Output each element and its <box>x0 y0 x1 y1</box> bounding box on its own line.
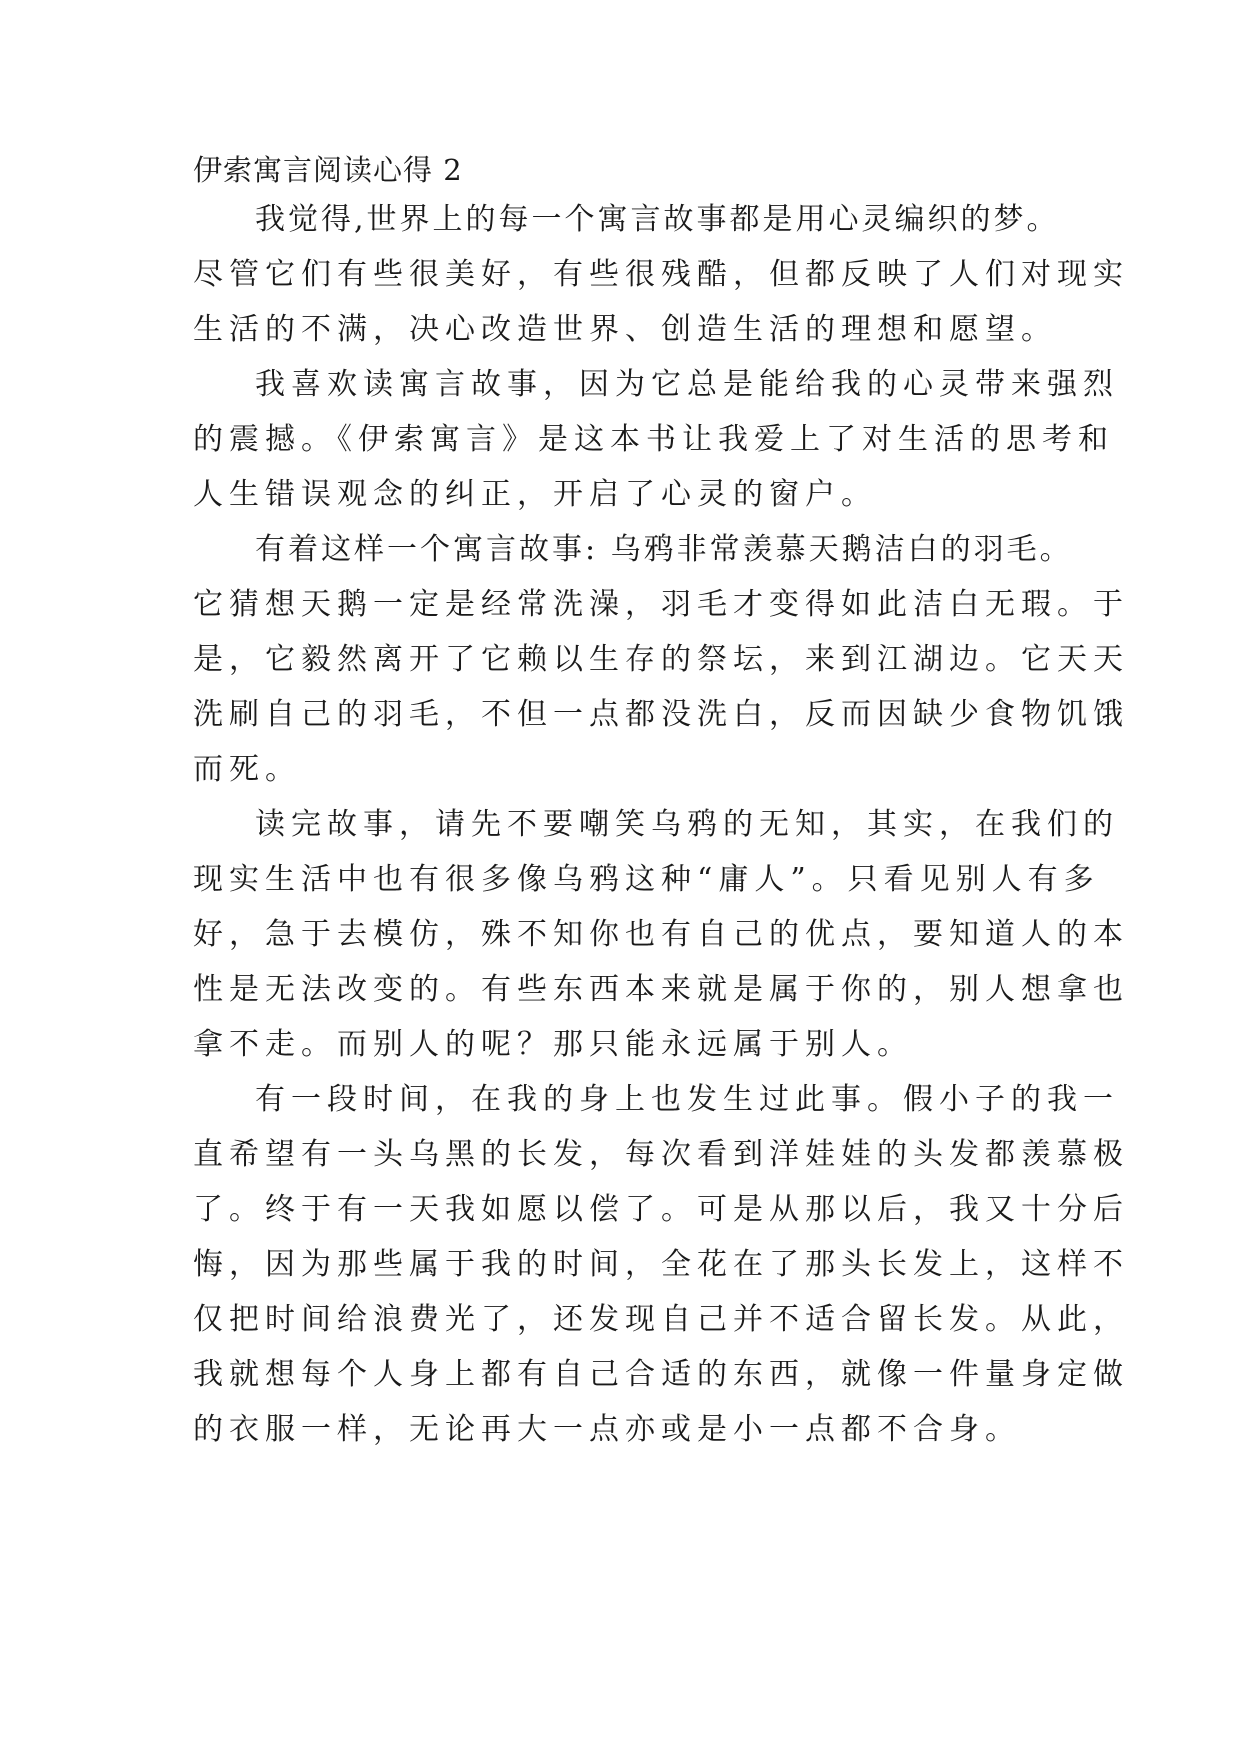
paragraph-1-line-2: 尽管它们有些很美好，有些很残酷，但都反映了人们对现实 <box>193 257 1129 292</box>
paragraph-5-line-1: 有一段时间，在我的身上也发生过此事。假小子的我一 <box>255 1082 1119 1117</box>
paragraph-1-line-1: 我觉得,世界上的每一个寓言故事都是用心灵编织的梦。 <box>255 202 1060 237</box>
paragraph-3-line-4: 洗刷自己的羽毛，不但一点都没洗白，反而因缺少食物饥饿 <box>193 697 1129 732</box>
paragraph-4-line-5: 拿不走。而别人的呢？那只能永远属于别人。 <box>193 1027 913 1062</box>
paragraph-3-line-3: 是，它毅然离开了它赖以生存的祭坛，来到江湖边。它天天 <box>193 642 1129 677</box>
paragraph-1-line-3: 生活的不满，决心改造世界、创造生活的理想和愿望。 <box>193 312 1057 347</box>
paragraph-4-line-4: 性是无法改变的。有些东西本来就是属于你的，别人想拿也 <box>193 972 1129 1007</box>
document-title: 伊索寓言阅读心得 2 <box>193 153 463 187</box>
paragraph-5-line-6: 我就想每个人身上都有自己合适的东西，就像一件量身定做 <box>193 1357 1129 1392</box>
paragraph-5-line-5: 仅把时间给浪费光了，还发现自己并不适合留长发。从此， <box>193 1302 1129 1337</box>
paragraph-3-line-5: 而死。 <box>193 752 301 787</box>
paragraph-5-line-4: 悔，因为那些属于我的时间，全花在了那头长发上，这样不 <box>193 1247 1129 1282</box>
paragraph-2-line-3: 人生错误观念的纠正，开启了心灵的窗户。 <box>193 477 877 512</box>
paragraph-5-line-2: 直希望有一头乌黑的长发，每次看到洋娃娃的头发都羡慕极 <box>193 1137 1129 1172</box>
paragraph-2-line-2: 的震撼。《伊索寓言》是这本书让我爱上了对生活的思考和 <box>193 422 1114 457</box>
paragraph-2-line-1: 我喜欢读寓言故事，因为它总是能给我的心灵带来强烈 <box>255 367 1119 402</box>
paragraph-5-line-7: 的衣服一样，无论再大一点亦或是小一点都不合身。 <box>193 1412 1021 1447</box>
paragraph-4-line-1: 读完故事，请先不要嘲笑乌鸦的无知，其实，在我们的 <box>255 807 1119 842</box>
paragraph-5-line-3: 了。终于有一天我如愿以偿了。可是从那以后，我又十分后 <box>193 1192 1129 1227</box>
paragraph-3-line-2: 它猜想天鹅一定是经常洗澡，羽毛才变得如此洁白无瑕。于 <box>193 587 1129 622</box>
paragraph-4-line-3: 好，急于去模仿，殊不知你也有自己的优点，要知道人的本 <box>193 917 1129 952</box>
paragraph-3-line-1: 有着这样一个寓言故事: 乌鸦非常羡慕天鹅洁白的羽毛。 <box>255 532 1073 567</box>
paragraph-4-line-2: 现实生活中也有很多像乌鸦这种“庸人”。只看见别人有多 <box>193 862 1100 897</box>
